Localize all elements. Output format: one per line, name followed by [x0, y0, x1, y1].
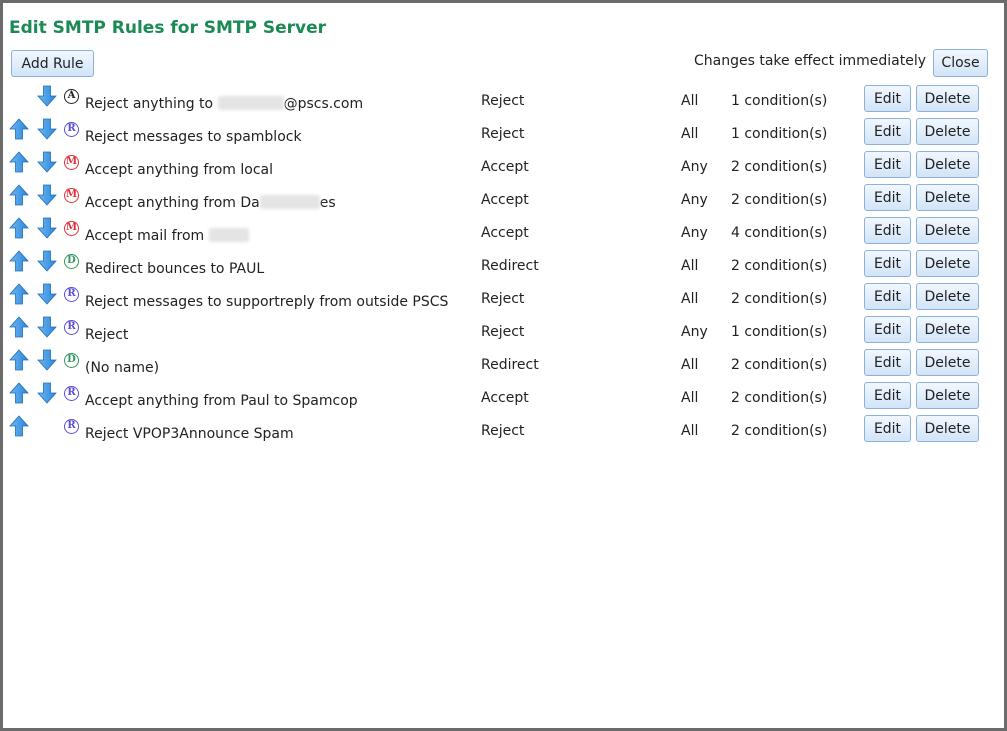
- rule-type-r-icon: R: [64, 122, 79, 137]
- rule-name-text: Accept mail from: [85, 228, 209, 244]
- rule-name-text: Accept anything from Paul to Spamcop: [85, 393, 358, 409]
- rule-match-scope: Any: [681, 159, 708, 175]
- page-title: Edit SMTP Rules for SMTP Server: [9, 18, 327, 38]
- rule-action: Accept: [481, 192, 529, 208]
- rule-type-r-icon: R: [64, 419, 79, 434]
- delete-rule-button[interactable]: Delete: [916, 184, 979, 211]
- redacted-text: [218, 96, 284, 110]
- delete-rule-button[interactable]: Delete: [916, 85, 979, 112]
- move-down-arrow-icon[interactable]: [37, 250, 57, 272]
- rule-action: Reject: [481, 93, 525, 109]
- rule-row: [3, 184, 1004, 217]
- rule-type-r-icon: R: [64, 320, 79, 335]
- rule-name: [85, 426, 294, 442]
- rule-action: Redirect: [481, 258, 539, 274]
- rule-name: [85, 195, 336, 211]
- rule-action: Reject: [481, 291, 525, 307]
- rule-match-scope: Any: [681, 192, 708, 208]
- rule-match-scope: All: [681, 126, 699, 142]
- rule-type-r-icon: R: [64, 386, 79, 401]
- rule-type-a-icon: A: [64, 89, 79, 104]
- rule-conditions: 1 condition(s): [731, 324, 828, 340]
- move-up-arrow-icon[interactable]: [9, 118, 29, 140]
- delete-rule-button[interactable]: Delete: [916, 415, 979, 442]
- edit-rule-button[interactable]: Edit: [864, 250, 911, 277]
- rule-action: Accept: [481, 225, 529, 241]
- rule-match-scope: Any: [681, 324, 708, 340]
- rule-name-text: Reject messages to supportreply from outside PSCS: [85, 294, 449, 310]
- move-down-arrow-icon[interactable]: [37, 85, 57, 107]
- move-up-arrow-icon[interactable]: [9, 184, 29, 206]
- rule-type-m-icon: M: [64, 188, 79, 203]
- move-up-arrow-icon[interactable]: [9, 283, 29, 305]
- rule-action: Reject: [481, 126, 525, 142]
- redacted-text: [209, 228, 249, 242]
- edit-rule-button[interactable]: Edit: [864, 118, 911, 145]
- rule-conditions: 2 condition(s): [731, 291, 828, 307]
- move-up-arrow-icon[interactable]: [9, 316, 29, 338]
- rule-row: [3, 217, 1004, 250]
- move-up-arrow-icon[interactable]: [9, 382, 29, 404]
- rule-name-text: Reject messages to spamblock: [85, 129, 302, 145]
- move-up-arrow-icon[interactable]: [9, 349, 29, 371]
- rule-match-scope: Any: [681, 225, 708, 241]
- move-up-arrow-icon[interactable]: [9, 151, 29, 173]
- rule-action: Accept: [481, 390, 529, 406]
- rule-action: Redirect: [481, 357, 539, 373]
- move-down-arrow-icon[interactable]: [37, 382, 57, 404]
- rule-match-scope: All: [681, 423, 699, 439]
- edit-rule-button[interactable]: Edit: [864, 151, 911, 178]
- rule-name-text: (No name): [85, 360, 160, 376]
- rule-name: [85, 96, 363, 112]
- delete-rule-button[interactable]: Delete: [916, 217, 979, 244]
- delete-rule-button[interactable]: Delete: [916, 283, 979, 310]
- move-up-arrow-icon[interactable]: [9, 250, 29, 272]
- move-down-arrow-icon[interactable]: [37, 118, 57, 140]
- rule-name: [85, 261, 264, 277]
- edit-rule-button[interactable]: Edit: [864, 184, 911, 211]
- rule-type-d-icon: D: [64, 254, 79, 269]
- rule-match-scope: All: [681, 357, 699, 373]
- edit-rule-button[interactable]: Edit: [864, 217, 911, 244]
- move-down-arrow-icon[interactable]: [37, 151, 57, 173]
- rule-name-text: Reject VPOP3Announce Spam: [85, 426, 294, 442]
- rule-name-text: Redirect bounces to PAUL: [85, 261, 265, 277]
- delete-rule-button[interactable]: Delete: [916, 151, 979, 178]
- rule-name: [85, 294, 448, 310]
- move-down-arrow-icon[interactable]: [37, 316, 57, 338]
- rule-name-text-suffix: es: [319, 195, 336, 211]
- edit-rule-button[interactable]: Edit: [864, 349, 911, 376]
- rule-row: [3, 118, 1004, 151]
- edit-rule-button[interactable]: Edit: [864, 382, 911, 409]
- rule-conditions: 2 condition(s): [731, 258, 828, 274]
- rule-name: [85, 162, 273, 178]
- move-down-arrow-icon[interactable]: [37, 184, 57, 206]
- redacted-text: [260, 195, 320, 209]
- rule-row: [3, 250, 1004, 283]
- rule-match-scope: All: [681, 390, 699, 406]
- delete-rule-button[interactable]: Delete: [916, 316, 979, 343]
- changes-note: Changes take effect immediately: [694, 53, 927, 69]
- edit-rule-button[interactable]: Edit: [864, 316, 911, 343]
- rule-name-text: Accept anything from local: [85, 162, 274, 178]
- rule-row: [3, 85, 1004, 118]
- rule-type-m-icon: M: [64, 155, 79, 170]
- close-button[interactable]: Close: [933, 49, 988, 77]
- rule-conditions: 4 condition(s): [731, 225, 828, 241]
- edit-rule-button[interactable]: Edit: [864, 283, 911, 310]
- rule-name: [85, 360, 159, 376]
- rule-row: [3, 151, 1004, 184]
- rule-action: Reject: [481, 423, 525, 439]
- rule-match-scope: All: [681, 291, 699, 307]
- delete-rule-button[interactable]: Delete: [916, 118, 979, 145]
- rule-type-r-icon: R: [64, 287, 79, 302]
- rule-name: [85, 228, 249, 244]
- move-up-arrow-icon[interactable]: [9, 217, 29, 239]
- rule-conditions: 2 condition(s): [731, 423, 828, 439]
- rule-conditions: 2 condition(s): [731, 357, 828, 373]
- rule-row: [3, 316, 1004, 349]
- rule-conditions: 1 condition(s): [731, 126, 828, 142]
- move-down-arrow-icon[interactable]: [37, 283, 57, 305]
- move-down-arrow-icon[interactable]: [37, 349, 57, 371]
- rule-action: Accept: [481, 159, 529, 175]
- rule-action: Reject: [481, 324, 525, 340]
- rule-conditions: 2 condition(s): [731, 159, 828, 175]
- delete-rule-button[interactable]: Delete: [916, 250, 979, 277]
- rule-match-scope: All: [681, 258, 699, 274]
- edit-rule-button[interactable]: Edit: [864, 85, 911, 112]
- rule-conditions: 2 condition(s): [731, 390, 828, 406]
- delete-rule-button[interactable]: Delete: [916, 349, 979, 376]
- add-rule-button[interactable]: Add Rule: [11, 50, 94, 77]
- move-up-arrow-icon[interactable]: [9, 415, 29, 437]
- rule-row: [3, 382, 1004, 415]
- rule-type-m-icon: M: [64, 221, 79, 236]
- edit-rule-button[interactable]: Edit: [864, 415, 911, 442]
- rule-name-text-suffix: @pscs.com: [283, 96, 364, 112]
- rule-name-text: Reject: [85, 327, 129, 343]
- rule-name: [85, 327, 128, 343]
- delete-rule-button[interactable]: Delete: [916, 382, 979, 409]
- rule-conditions: 2 condition(s): [731, 192, 828, 208]
- rule-name: [85, 129, 302, 145]
- rule-type-d-icon: D: [64, 353, 79, 368]
- rule-name-text: Accept anything from Da: [85, 195, 260, 211]
- rule-name-text: Reject anything to: [85, 96, 218, 112]
- rule-row: [3, 349, 1004, 382]
- rule-row: [3, 415, 1004, 448]
- rule-name: [85, 393, 358, 409]
- move-down-arrow-icon[interactable]: [37, 217, 57, 239]
- rule-conditions: 1 condition(s): [731, 93, 828, 109]
- rule-match-scope: All: [681, 93, 699, 109]
- rule-row: [3, 283, 1004, 316]
